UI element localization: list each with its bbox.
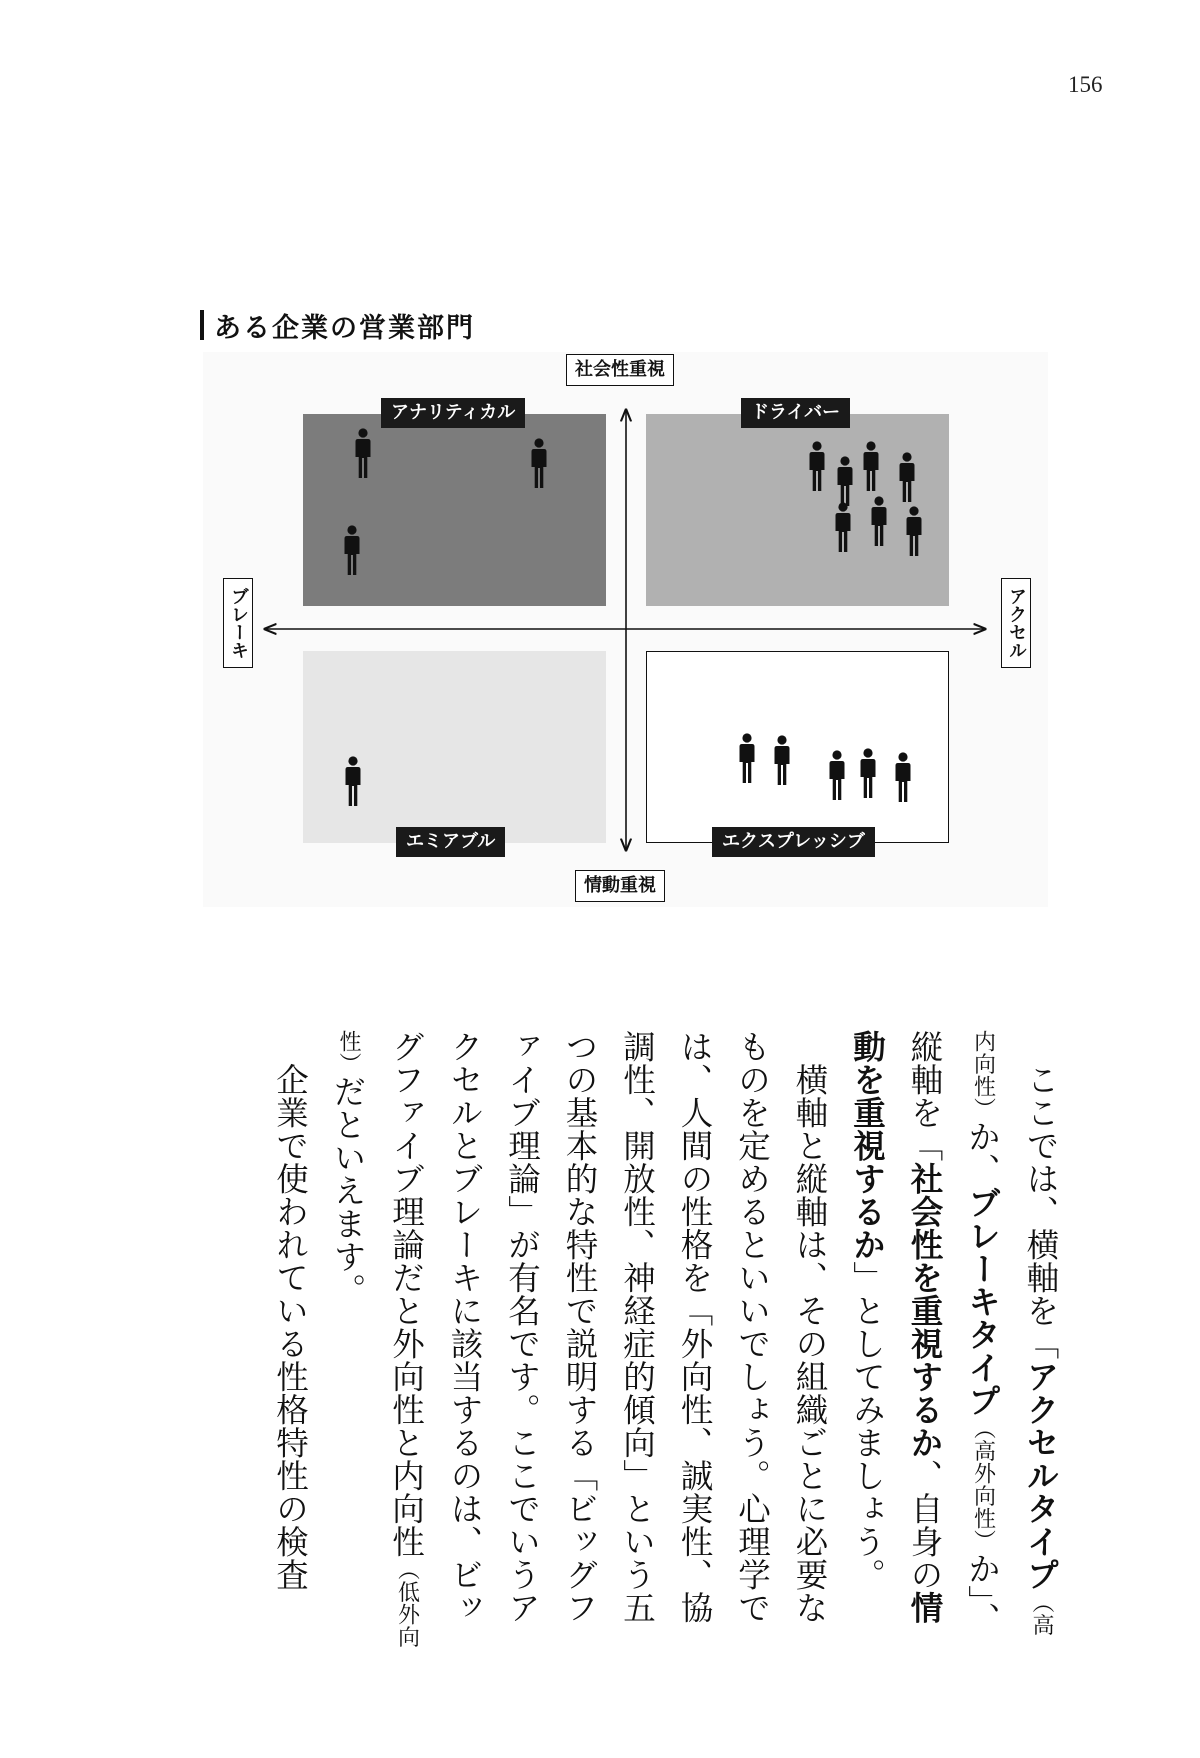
axis-label-right: アクセル — [1001, 578, 1031, 668]
paragraph-1 — [838, 1030, 1070, 1650]
person-icon — [892, 752, 914, 804]
axis-label-left: ブレーキ — [223, 578, 253, 668]
p1-note-high-extraversion: （高外向性） — [970, 1417, 996, 1552]
p2-text-end: だといえます。 — [329, 1075, 367, 1306]
label-analytical: アナリティカル — [381, 398, 525, 428]
person-icon — [860, 441, 882, 493]
body-text — [261, 1030, 1070, 1650]
label-driver: ドライバー — [741, 398, 850, 428]
person-icon — [342, 756, 364, 808]
p1-bold-social: 社会性を重視するか — [906, 1162, 944, 1459]
p1-text-2: か、 — [963, 1120, 1002, 1186]
page-number: 156 — [1068, 72, 1103, 97]
p1-text-3: か」、縦軸を「 — [906, 1030, 1002, 1635]
figure-title-block — [200, 307, 475, 343]
p1-text-1: ここでは、横軸を「 — [1022, 1062, 1060, 1360]
axes-lines — [203, 352, 1048, 907]
paragraph-2 — [319, 1030, 839, 1650]
axis-label-top: 社会性重視 — [566, 354, 674, 386]
p2-note-low-extraversion: （低外向性） — [336, 1030, 420, 1648]
figure-title: ある企業の営業部門 — [214, 312, 475, 344]
p1-bold-emotion: 情動を重視するか — [848, 1030, 944, 1624]
axis-label-bottom: 情動重視 — [575, 870, 665, 902]
person-icon — [868, 496, 890, 548]
label-expressive: エクスプレッシブ — [712, 827, 875, 857]
person-icon — [832, 502, 854, 554]
p1-text-5: 」としてみましょう。 — [848, 1261, 887, 1591]
title-bar-decoration — [200, 310, 204, 340]
person-icon — [806, 441, 828, 493]
p2-text: 横軸と縦軸は、その組織ごとに必要なものを定めるといいでしょう。心理学では、人間の性格を「外向性、誠実性、協調性、開放性、神経症的傾向」という五つの基本的な特性で説明する「ビッグファイブ理論」が有名です。ここでいうアクセルとブレーキに該当するのは、ビッグファイブ理論だと外向性と内向性 — [387, 1030, 829, 1624]
p1-text-4: 、自身の — [906, 1459, 944, 1591]
p1-bold-brake-type: ブレーキタイプ — [963, 1186, 1002, 1417]
label-amiable: エミアブル — [396, 827, 505, 857]
person-icon — [771, 735, 793, 787]
person-icon — [341, 525, 363, 577]
person-icon — [736, 733, 758, 785]
paragraph-3: 企業で使われている性格特性の検査 — [271, 1062, 310, 1591]
person-icon — [528, 438, 550, 490]
person-icon — [352, 428, 374, 480]
person-icon — [826, 750, 848, 802]
person-icon — [857, 748, 879, 800]
p1-bold-accel-type: アクセルタイプ — [1022, 1359, 1060, 1591]
person-icon — [834, 456, 856, 508]
quadrant-figure — [203, 352, 1048, 907]
p1-note-high-introversion: （高内向性） — [970, 1030, 1054, 1636]
person-icon — [896, 452, 918, 504]
person-icon — [903, 506, 925, 558]
